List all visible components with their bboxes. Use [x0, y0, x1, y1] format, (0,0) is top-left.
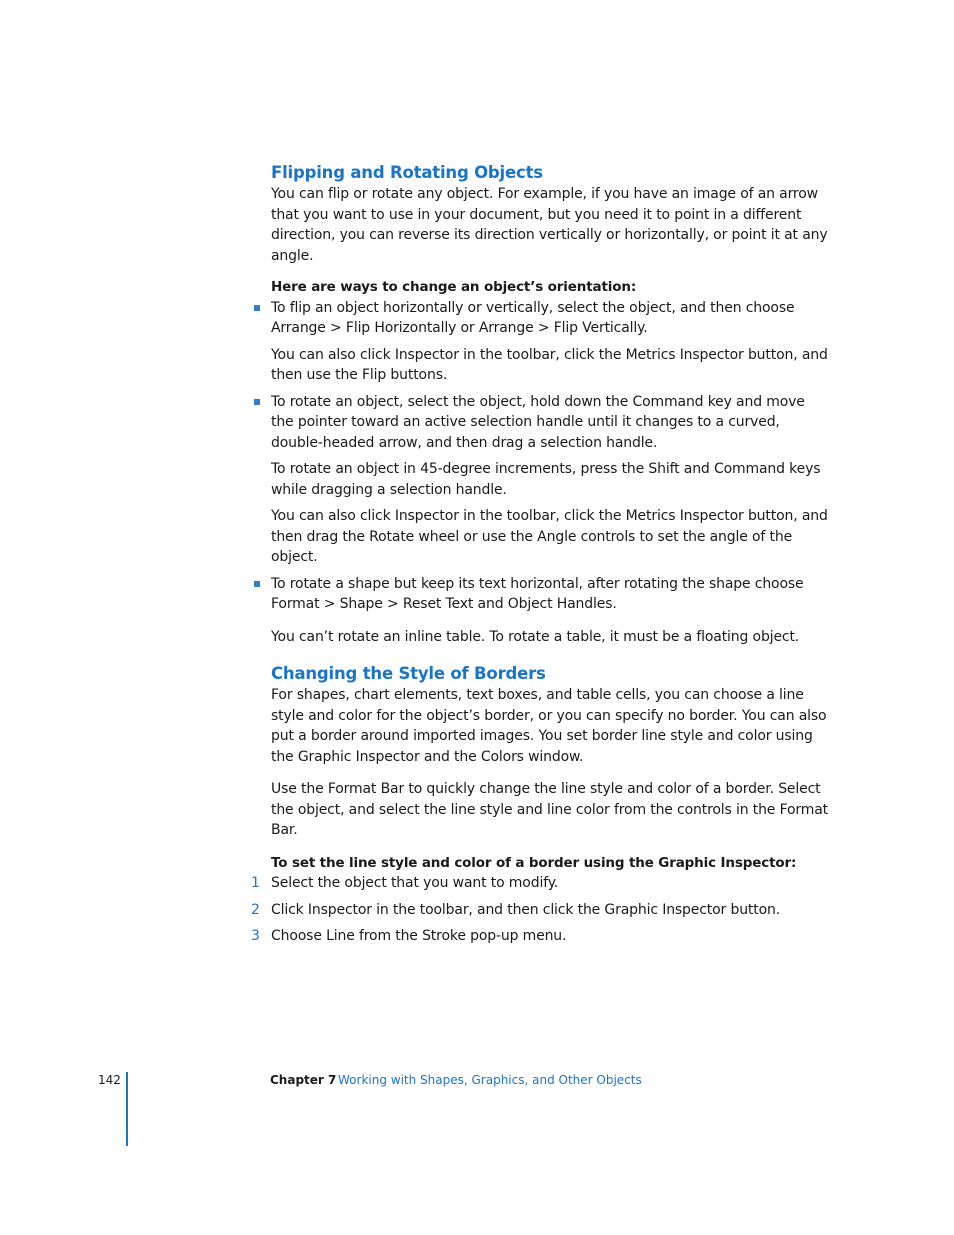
page-content: [251, 162, 831, 947]
bullet-extra: You can also click Inspector in the toolbar, click the Metrics Inspector button, and then use the Flip buttons.: [271, 346, 828, 383]
bullet-item-flip: [271, 298, 831, 386]
step-1: [251, 873, 831, 894]
bullet-extra: You can also click Inspector in the toolbar, click the Metrics Inspector button, and then drag the Rotate wheel or use the Angle controls to set the angle of the object.: [271, 508, 828, 565]
step-2: [251, 900, 831, 921]
step-3: [251, 926, 831, 947]
bullet-text: To rotate an object, select the object, hold down the Command key and move the pointer toward an active selection handle until it changes to a curved, double-headed arrow, and then drag a selection handle.: [271, 393, 805, 451]
lead-graphic-inspector: To set the line style and color of a border using the Graphic Inspector:: [271, 854, 797, 871]
section-intro-borders: For shapes, chart elements, text boxes, and table cells, you can choose a line style and color for the object’s border, or you can specify no border. You can also put a border around imported images. You set border line style and color using the Graphic Inspector and the Colors window.: [271, 687, 827, 765]
step-number: 2: [251, 901, 260, 918]
footer-divider: [126, 1072, 128, 1146]
bullet-icon: [254, 581, 260, 587]
page-number: 142: [98, 1073, 121, 1087]
bullet-text: To flip an object horizontally or vertically, select the object, and then choose Arrange > Flip Horizontally or Arrange > Flip Vertically.: [271, 299, 795, 336]
step-text: Click Inspector in the toolbar, and then click the Graphic Inspector button.: [271, 901, 781, 918]
bullet-icon: [254, 305, 260, 311]
step-text: Choose Line from the Stroke pop-up menu.: [271, 928, 567, 944]
bullet-item-rotate: [271, 392, 831, 568]
bullet-icon: [254, 399, 260, 405]
format-bar-paragraph: Use the Format Bar to quickly change the line style and color of a border. Select the object, and select the line style and line color from the controls in the Format Bar.: [271, 781, 828, 838]
bullet-text: To rotate a shape but keep its text horizontal, after rotating the shape choose Format > Shape > Reset Text and Object Handles.: [271, 575, 804, 612]
section-heading-flipping: Flipping and Rotating Objects: [271, 163, 543, 182]
step-number: 3: [251, 928, 260, 944]
section-heading-borders: Changing the Style of Borders: [271, 664, 546, 683]
section-intro-flipping: You can flip or rotate any object. For example, if you have an image of an arrow that you want to use in your document, but you need it to point in a different direction, you can reverse its direction vertically or horizontally, or point it at any angle.: [271, 186, 828, 264]
bullet-item-rotate-shape: [271, 574, 831, 615]
step-text: Select the object that you want to modify.: [271, 875, 559, 891]
chapter-label: Chapter 7: [270, 1073, 337, 1087]
chapter-title: Working with Shapes, Graphics, and Other Objects: [338, 1073, 642, 1087]
note-inline-table: You can’t rotate an inline table. To rotate a table, it must be a floating object.: [271, 628, 800, 645]
step-number: 1: [251, 875, 260, 891]
bullet-extra: To rotate an object in 45-degree increments, press the Shift and Command keys while dragging a selection handle.: [271, 461, 821, 498]
lead-orientation: Here are ways to change an object’s orientation:: [271, 279, 637, 295]
